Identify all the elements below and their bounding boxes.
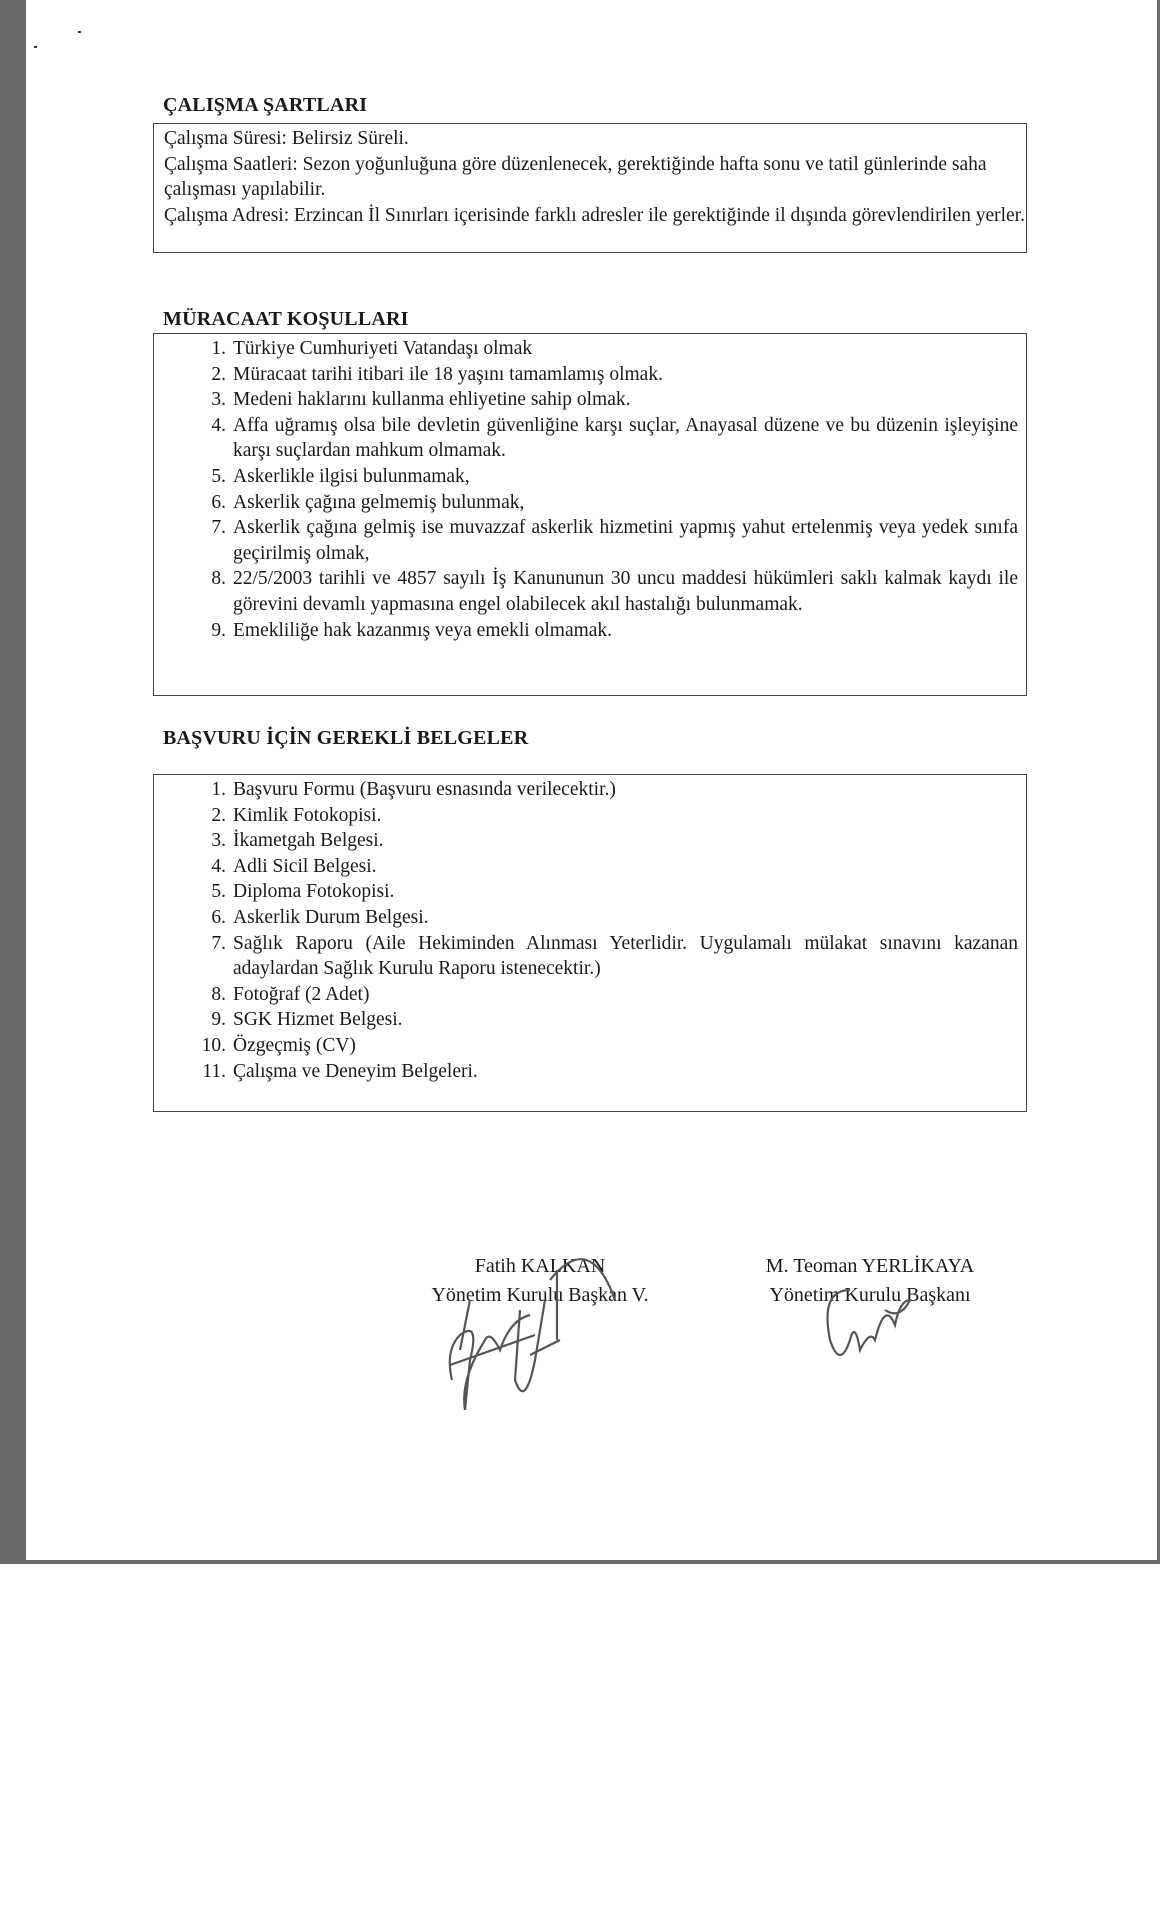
list-item <box>154 618 1026 644</box>
item-text: Adli Sicil Belgesi. <box>233 855 377 877</box>
signatory-title: Yönetim Kurulu Başkan V. <box>431 1284 649 1306</box>
required-documents-box <box>153 774 1027 1112</box>
item-text: Askerlik çağına gelmiş ise muvazzaf askerlik hizmetini yapmış yahut ertelenmiş veya yedek sınıfa geçirilmiş olmak, <box>233 517 1018 564</box>
list-item <box>154 777 1026 803</box>
scan-edge-left <box>0 0 26 1564</box>
list-item <box>154 1007 1026 1033</box>
item-number: 9. <box>211 1009 226 1031</box>
item-number: 11. <box>202 1060 226 1082</box>
item-text: Askerlikle ilgisi bulunmamak, <box>233 465 470 487</box>
item-text: Askerlik çağına gelmemiş bulunmak, <box>233 491 525 513</box>
list-item <box>154 490 1026 516</box>
item-number: 8. <box>211 983 226 1005</box>
item-text: 22/5/2003 tarihli ve 4857 sayılı İş Kanununun 30 uncu maddesi hükümleri saklı kalmak kaydı ile görevini devamlı yapmasına engel olabilecek akıl hastalığı bulunmamak. <box>233 568 1018 615</box>
scan-edge-bottom <box>0 1560 1160 1564</box>
item-number: 2. <box>211 804 226 826</box>
item-number: 1. <box>211 338 226 359</box>
item-text: Fotoğraf (2 Adet) <box>233 983 370 1005</box>
item-text: Başvuru Formu (Başvuru esnasında verilecektir.) <box>233 779 616 800</box>
item-text: Medeni haklarını kullanma ehliyetine sahip olmak. <box>233 389 631 411</box>
list-item <box>154 803 1026 829</box>
list-item <box>154 336 1026 362</box>
required-documents-list <box>154 777 1026 1084</box>
list-item <box>154 515 1026 566</box>
item-text: Emekliliğe hak kazanmış veya emekli olmamak. <box>233 619 613 641</box>
item-text: İkametgah Belgesi. <box>233 830 384 852</box>
item-number: 1. <box>211 779 226 800</box>
working-duration: Çalışma Süresi: Belirsiz Süreli. <box>164 128 409 149</box>
list-item <box>154 879 1026 905</box>
item-number: 6. <box>211 906 226 928</box>
item-number: 5. <box>211 881 226 903</box>
item-text: Müracaat tarihi itibari ile 18 yaşını tamamlamış olmak. <box>233 363 663 385</box>
scan-speck <box>34 46 37 48</box>
list-item <box>154 905 1026 931</box>
signature-left <box>440 1240 670 1420</box>
item-number: 8. <box>211 568 226 590</box>
item-number: 5. <box>211 465 226 487</box>
list-item <box>154 362 1026 388</box>
item-text: Özgeçmiş (CV) <box>233 1034 356 1056</box>
list-item <box>154 1059 1026 1085</box>
item-text: Askerlik Durum Belgesi. <box>233 906 429 928</box>
signatory-name: M. Teoman YERLİKAYA <box>765 1255 975 1277</box>
item-number: 7. <box>211 517 226 539</box>
item-number: 9. <box>211 619 226 641</box>
list-item <box>154 931 1026 982</box>
item-number: 3. <box>211 389 226 411</box>
working-address: Çalışma Adresi: Erzincan İl Sınırları içerisinde farklı adresler ile gerektiğinde il dışında görevlendirilen yerler. <box>164 204 1025 226</box>
item-number: 4. <box>211 414 226 436</box>
item-text: SGK Hizmet Belgesi. <box>233 1009 403 1031</box>
section-title-working-conditions: ÇALIŞMA ŞARTLARI <box>163 94 368 116</box>
signature-right <box>760 1270 920 1380</box>
list-item <box>154 982 1026 1008</box>
item-text: Türkiye Cumhuriyeti Vatandaşı olmak <box>233 338 533 359</box>
section-title-required-documents: BAŞVURU İÇİN GEREKLİ BELGELER <box>163 727 529 749</box>
list-item <box>154 1033 1026 1059</box>
working-hours: Çalışma Saatleri: Sezon yoğunluğuna göre düzenlenecek, gerektiğinde hafta sonu ve tatil günlerinde saha çalışması yapılabilir. <box>164 153 987 201</box>
list-item <box>154 828 1026 854</box>
item-number: 3. <box>211 830 226 852</box>
application-conditions-box <box>153 333 1027 696</box>
list-item <box>154 854 1026 880</box>
list-item <box>154 387 1026 413</box>
item-text: Çalışma ve Deneyim Belgeleri. <box>233 1060 478 1082</box>
item-text: Kimlik Fotokopisi. <box>233 804 382 826</box>
item-number: 7. <box>211 932 226 954</box>
scan-speck <box>78 31 81 33</box>
item-number: 4. <box>211 855 226 877</box>
list-item <box>154 464 1026 490</box>
item-text: Diploma Fotokopisi. <box>233 881 395 903</box>
item-number: 10. <box>201 1034 226 1056</box>
list-item <box>154 566 1026 617</box>
item-text: Affa uğramış olsa bile devletin güvenliğine karşı suçlar, Anayasal düzene ve bu düzenin işleyişine karşı suçlardan mahkum olmamak. <box>233 414 1018 462</box>
application-conditions-list <box>154 336 1026 643</box>
item-number: 6. <box>211 491 226 513</box>
signatory-name: Fatih KALKAN <box>474 1255 606 1277</box>
item-text: Sağlık Raporu (Aile Hekiminden Alınması Yeterlidir. Uygulamalı mülakat sınavını kazanan adaylardan Sağlık Kurulu Raporu istenecektir.) <box>233 932 1018 980</box>
list-item <box>154 413 1026 464</box>
working-conditions-box <box>153 123 1027 253</box>
signatory-title: Yönetim Kurulu Başkanı <box>769 1284 971 1306</box>
section-title-application-conditions: MÜRACAAT KOŞULLARI <box>163 308 409 330</box>
item-number: 2. <box>211 363 226 385</box>
